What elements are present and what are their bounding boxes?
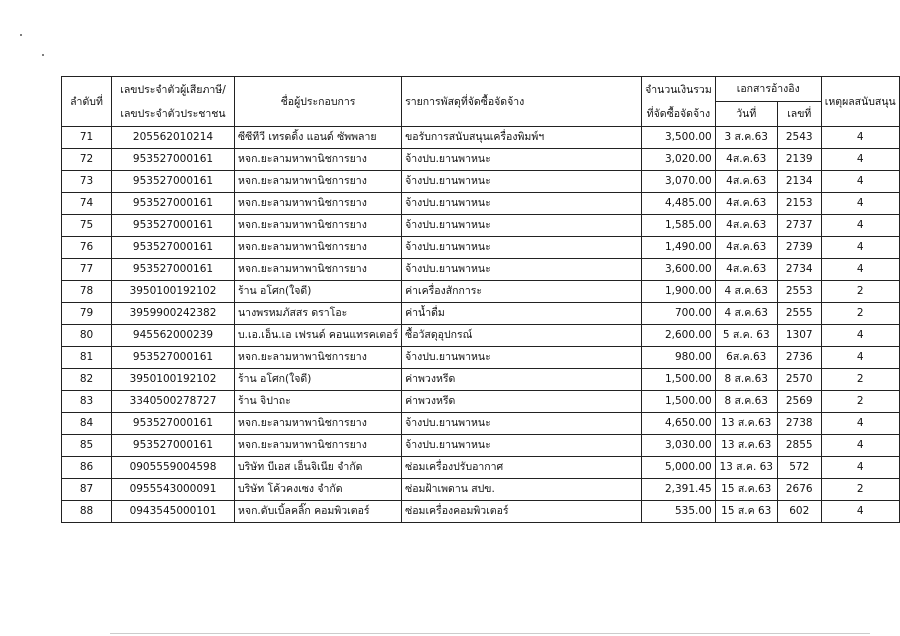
table-row <box>62 193 900 215</box>
table-row <box>62 325 900 347</box>
cell-taxid: 205562010214 <box>112 127 235 149</box>
cell-name: หจก.ยะลามหาพานิชการยาง <box>235 435 402 457</box>
cell-date: 13 ส.ค. 63 <box>715 457 777 479</box>
cell-no: 2855 <box>777 435 821 457</box>
cell-amount: 3,030.00 <box>642 435 716 457</box>
cell-taxid: 953527000161 <box>112 193 235 215</box>
cell-reason: 4 <box>821 325 899 347</box>
cell-taxid: 0905559004598 <box>112 457 235 479</box>
cell-no: 2736 <box>777 347 821 369</box>
cell-item: ค่าพวงหรีด <box>402 369 642 391</box>
cell-taxid: 3950100192102 <box>112 369 235 391</box>
cell-date: 5 ส.ค. 63 <box>715 325 777 347</box>
cell-seq: 80 <box>62 325 112 347</box>
cell-reason: 4 <box>821 435 899 457</box>
cell-amount: 2,600.00 <box>642 325 716 347</box>
cell-name: หจก.ยะลามหาพานิชการยาง <box>235 259 402 281</box>
cell-no: 2738 <box>777 413 821 435</box>
cell-date: 8 ส.ค.63 <box>715 391 777 413</box>
cell-reason: 4 <box>821 193 899 215</box>
cell-date: 4ส.ค.63 <box>715 237 777 259</box>
cell-reason: 4 <box>821 501 899 523</box>
header-taxid <box>112 77 235 127</box>
cell-seq: 84 <box>62 413 112 435</box>
cell-name: ร้าน อโศก(ใจดี) <box>235 369 402 391</box>
cell-name: นางพรหมภัสสร ดราโอะ <box>235 303 402 325</box>
table-row <box>62 237 900 259</box>
cell-amount: 3,600.00 <box>642 259 716 281</box>
cell-taxid: 953527000161 <box>112 237 235 259</box>
cell-date: 8 ส.ค.63 <box>715 369 777 391</box>
cell-item: ค่าพวงหรีด <box>402 391 642 413</box>
table-row <box>62 413 900 435</box>
cell-no: 2153 <box>777 193 821 215</box>
cell-name: ซีซีทีวี เทรดดิ้ง แอนด์ ซัพพลาย <box>235 127 402 149</box>
cell-reason: 2 <box>821 479 899 501</box>
cell-item: จ้างปบ.ยานพาหนะ <box>402 149 642 171</box>
cell-name: ร้าน จิปาถะ <box>235 391 402 413</box>
cell-no: 2739 <box>777 237 821 259</box>
cell-name: หจก.ยะลามหาพานิชการยาง <box>235 237 402 259</box>
cell-date: 4ส.ค.63 <box>715 215 777 237</box>
table-row <box>62 127 900 149</box>
cell-seq: 88 <box>62 501 112 523</box>
scan-speck <box>20 34 22 36</box>
cell-name: หจก.ยะลามหาพานิชการยาง <box>235 413 402 435</box>
cell-reason: 4 <box>821 127 899 149</box>
table-row <box>62 347 900 369</box>
cell-amount: 1,490.00 <box>642 237 716 259</box>
cell-taxid: 0955543000091 <box>112 479 235 501</box>
cell-no: 602 <box>777 501 821 523</box>
cell-no: 2734 <box>777 259 821 281</box>
cell-no: 2139 <box>777 149 821 171</box>
cell-reason: 4 <box>821 237 899 259</box>
cell-amount: 1,900.00 <box>642 281 716 303</box>
cell-seq: 86 <box>62 457 112 479</box>
scan-speck <box>42 54 44 56</box>
cell-date: 3 ส.ค.63 <box>715 127 777 149</box>
cell-taxid: 945562000239 <box>112 325 235 347</box>
cell-amount: 1,585.00 <box>642 215 716 237</box>
cell-item: จ้างปบ.ยานพาหนะ <box>402 171 642 193</box>
header-operator: ชื่อผู้ประกอบการ <box>235 77 402 127</box>
header-reason: เหตุผลสนับสนุน <box>821 77 899 127</box>
cell-date: 4ส.ค.63 <box>715 171 777 193</box>
cell-date: 4ส.ค.63 <box>715 259 777 281</box>
cell-taxid: 3340500278727 <box>112 391 235 413</box>
cell-no: 2737 <box>777 215 821 237</box>
cell-amount: 980.00 <box>642 347 716 369</box>
table-body <box>62 127 900 523</box>
cell-seq: 77 <box>62 259 112 281</box>
cell-reason: 4 <box>821 347 899 369</box>
cell-no: 2676 <box>777 479 821 501</box>
cell-item: ค่าน้ำดื่ม <box>402 303 642 325</box>
cell-reason: 2 <box>821 281 899 303</box>
cell-seq: 71 <box>62 127 112 149</box>
cell-taxid: 953527000161 <box>112 413 235 435</box>
cell-name: ร้าน อโศก(ใจดี) <box>235 281 402 303</box>
cell-taxid: 3959900242382 <box>112 303 235 325</box>
cell-amount: 3,020.00 <box>642 149 716 171</box>
table-row <box>62 501 900 523</box>
cell-taxid: 953527000161 <box>112 171 235 193</box>
header-taxid-line1: เลขประจำตัวผู้เสียภาษี/ <box>120 83 226 96</box>
header-seq: ลำดับที่ <box>62 77 112 127</box>
cell-seq: 72 <box>62 149 112 171</box>
header-amount <box>642 77 716 127</box>
cell-item: ซ่อมฝ้าเพดาน สปข. <box>402 479 642 501</box>
cell-name: บริษัท บีเอส เอ็นจิเนีย จำกัด <box>235 457 402 479</box>
cell-no: 2569 <box>777 391 821 413</box>
header-amount-line1: จำนวนเงินรวม <box>645 83 712 96</box>
cell-taxid: 953527000161 <box>112 149 235 171</box>
table-row <box>62 303 900 325</box>
cell-amount: 700.00 <box>642 303 716 325</box>
cell-reason: 4 <box>821 171 899 193</box>
cell-seq: 78 <box>62 281 112 303</box>
cell-taxid: 953527000161 <box>112 259 235 281</box>
table-row <box>62 149 900 171</box>
cell-no: 2543 <box>777 127 821 149</box>
cell-name: หจก.ดับเบิ้ลคลิ๊ก คอมพิวเตอร์ <box>235 501 402 523</box>
cell-date: 13 ส.ค.63 <box>715 435 777 457</box>
cell-seq: 83 <box>62 391 112 413</box>
cell-seq: 85 <box>62 435 112 457</box>
cell-no: 572 <box>777 457 821 479</box>
table-header <box>62 77 900 127</box>
cell-amount: 535.00 <box>642 501 716 523</box>
cell-taxid: 953527000161 <box>112 347 235 369</box>
cell-date: 4ส.ค.63 <box>715 149 777 171</box>
cell-date: 4ส.ค.63 <box>715 193 777 215</box>
cell-item: ซ่อมเครื่องคอมพิวเตอร์ <box>402 501 642 523</box>
cell-seq: 74 <box>62 193 112 215</box>
cell-no: 2555 <box>777 303 821 325</box>
cell-item: จ้างปบ.ยานพาหนะ <box>402 237 642 259</box>
page-edge-line <box>110 633 870 634</box>
cell-seq: 76 <box>62 237 112 259</box>
cell-amount: 2,391.45 <box>642 479 716 501</box>
cell-no: 2134 <box>777 171 821 193</box>
table-row <box>62 435 900 457</box>
cell-item: จ้างปบ.ยานพาหนะ <box>402 259 642 281</box>
cell-reason: 2 <box>821 303 899 325</box>
header-number: เลขที่ <box>777 102 821 127</box>
cell-no: 2553 <box>777 281 821 303</box>
table-row <box>62 171 900 193</box>
cell-seq: 87 <box>62 479 112 501</box>
cell-item: จ้างปบ.ยานพาหนะ <box>402 193 642 215</box>
cell-amount: 1,500.00 <box>642 369 716 391</box>
cell-name: หจก.ยะลามหาพานิชการยาง <box>235 171 402 193</box>
cell-reason: 4 <box>821 149 899 171</box>
cell-seq: 82 <box>62 369 112 391</box>
cell-item: ซ่อมเครื่องปรับอากาศ <box>402 457 642 479</box>
cell-date: 13 ส.ค.63 <box>715 413 777 435</box>
cell-amount: 1,500.00 <box>642 391 716 413</box>
header-ref-docs: เอกสารอ้างอิง <box>715 77 821 102</box>
procurement-table <box>61 76 900 523</box>
cell-amount: 3,070.00 <box>642 171 716 193</box>
cell-seq: 73 <box>62 171 112 193</box>
cell-amount: 5,000.00 <box>642 457 716 479</box>
cell-amount: 4,650.00 <box>642 413 716 435</box>
cell-seq: 75 <box>62 215 112 237</box>
header-date: วันที่ <box>715 102 777 127</box>
cell-item: จ้างปบ.ยานพาหนะ <box>402 435 642 457</box>
cell-amount: 4,485.00 <box>642 193 716 215</box>
cell-seq: 81 <box>62 347 112 369</box>
cell-taxid: 953527000161 <box>112 435 235 457</box>
cell-date: 6ส.ค.63 <box>715 347 777 369</box>
cell-no: 2570 <box>777 369 821 391</box>
cell-reason: 4 <box>821 457 899 479</box>
header-taxid-line2: เลขประจำตัวประชาชน <box>120 107 226 120</box>
cell-reason: 4 <box>821 215 899 237</box>
cell-no: 1307 <box>777 325 821 347</box>
table-row <box>62 369 900 391</box>
cell-date: 4 ส.ค.63 <box>715 281 777 303</box>
cell-date: 4 ส.ค.63 <box>715 303 777 325</box>
table-row <box>62 215 900 237</box>
cell-name: หจก.ยะลามหาพานิชการยาง <box>235 215 402 237</box>
cell-date: 15 ส.ค.63 <box>715 479 777 501</box>
cell-item: จ้างปบ.ยานพาหนะ <box>402 215 642 237</box>
table-row <box>62 259 900 281</box>
cell-reason: 2 <box>821 369 899 391</box>
cell-name: หจก.ยะลามหาพานิชการยาง <box>235 347 402 369</box>
cell-item: จ้างปบ.ยานพาหนะ <box>402 413 642 435</box>
cell-item: ขอรับการสนับสนุนเครื่องพิมพ์ฯ <box>402 127 642 149</box>
cell-taxid: 953527000161 <box>112 215 235 237</box>
header-amount-line2: ที่จัดซื้อจัดจ้าง <box>646 107 711 120</box>
table-row <box>62 479 900 501</box>
cell-name: บริษัท โค้วคงเซง จำกัด <box>235 479 402 501</box>
cell-seq: 79 <box>62 303 112 325</box>
cell-item: จ้างปบ.ยานพาหนะ <box>402 347 642 369</box>
cell-taxid: 3950100192102 <box>112 281 235 303</box>
cell-name: หจก.ยะลามหาพานิชการยาง <box>235 149 402 171</box>
cell-item: ซื้อวัสดุอุปกรณ์ <box>402 325 642 347</box>
cell-taxid: 0943545000101 <box>112 501 235 523</box>
cell-reason: 2 <box>821 391 899 413</box>
cell-name: หจก.ยะลามหาพานิชการยาง <box>235 193 402 215</box>
cell-date: 15 ส.ค 63 <box>715 501 777 523</box>
cell-reason: 4 <box>821 413 899 435</box>
header-items: รายการพัสดุที่จัดซื้อจัดจ้าง <box>402 77 642 127</box>
table-row <box>62 457 900 479</box>
table-row <box>62 391 900 413</box>
cell-reason: 4 <box>821 259 899 281</box>
cell-name: บ.เอ.เอ็น.เอ เฟรนด์ คอนแทรคเตอร์ <box>235 325 402 347</box>
cell-item: ค่าเครื่องสักการะ <box>402 281 642 303</box>
cell-amount: 3,500.00 <box>642 127 716 149</box>
table-row <box>62 281 900 303</box>
